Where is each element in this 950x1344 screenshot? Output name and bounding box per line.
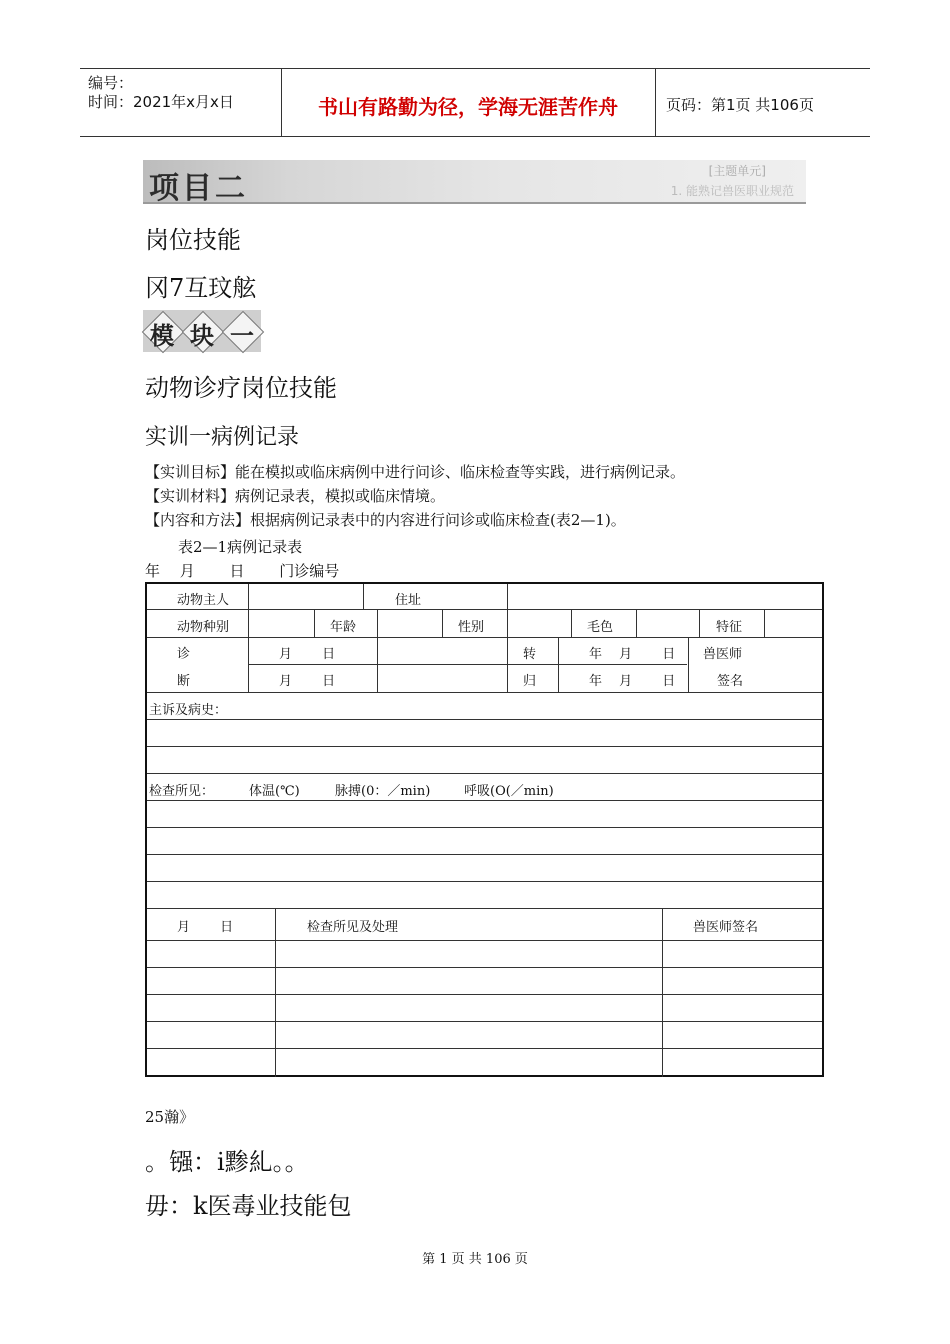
diagnosis-date: 月 日 [279,674,336,689]
paragraph-materials: 【实训材料】病例记录表，模拟或临床情境。 [145,487,446,505]
table-rule [248,664,687,665]
label-features: 特征 [716,620,743,635]
paragraph-method: 【内容和方法】根据病例记录表中的内容进行问诊或临床检查(表2—1)。 [145,511,626,529]
table-rule [571,609,572,637]
label-exam-findings: 检查所见： [149,784,215,799]
table-rule [442,609,443,637]
table-rule [662,908,663,1077]
log-header-date: 月 日 [177,920,234,935]
banner-subtitle: 1. 能熟记兽医职业规范 [670,184,794,198]
header-page-info: 页码：第1页 共106页 [666,96,814,114]
label-complaint-history: 主诉及病史： [149,703,228,718]
project-banner-image [143,160,806,204]
tail-line-2: 。镪：i黪糺。。 [145,1148,309,1176]
table-rule [147,692,822,693]
table-rule [558,637,559,692]
table-rule [147,1021,822,1022]
tail-line-3: 毋：k医毒业技能包 [145,1192,352,1220]
transfer-date: 年 月 日 [589,647,676,662]
label-age: 年龄 [330,620,357,635]
module-char: 块 [190,322,214,350]
label-pulse: 脉搏(0：／min) [335,784,431,799]
table-rule [377,637,378,692]
label-address: 住址 [395,593,422,608]
table-rule [147,994,822,995]
project-title: 项目二 [149,171,248,206]
label-diagnosis-bottom: 断 [177,674,191,689]
table-rule [275,908,276,1077]
table-rule [147,827,822,828]
page-footer: 第 1 页 共 106 页 [422,1252,528,1267]
table-rule [377,609,378,637]
log-header-exam: 检查所见及处理 [307,920,399,935]
table-rule [314,609,315,637]
table-date-line: 年 月 日 门诊编号 [145,562,340,580]
label-respiration: 呼吸(O(／min) [464,784,554,799]
table-rule [147,1048,822,1049]
log-header-signature: 兽医师签名 [693,920,759,935]
page-header [80,68,870,137]
label-vet-top: 兽医师 [703,647,743,662]
table-rule [147,881,822,882]
label-species: 动物种别 [177,620,230,635]
table-rule [147,908,822,909]
label-diagnosis-top: 诊 [177,647,191,662]
module-char: 一 [230,322,254,350]
paragraph-goal: 【实训目标】能在模拟或临床病例中进行问诊、临床检查等实践，进行病例记录。 [145,463,686,481]
table-rule [147,746,822,747]
label-transfer-top: 转 [523,647,537,662]
table-rule [147,773,822,774]
header-motto: 书山有路勤为径，学海无涯苦作舟 [318,95,618,119]
table-rule [507,609,508,637]
document-time-label: 时间：2021年x月x日 [88,93,234,111]
label-sex: 性别 [458,620,485,635]
module-heading: 动物诊疗岗位技能 [145,374,337,402]
table-rule [507,637,508,692]
label-animal-owner: 动物主人 [177,593,230,608]
document-number-label: 编号： [88,74,134,92]
table-rule [147,719,822,720]
transfer-date: 年 月 日 [589,674,676,689]
label-vet-bottom: 签名 [717,674,744,689]
label-temperature: 体温(℃) [249,784,300,799]
heading-job-skills: 岗位技能 [145,226,241,254]
table-rule [248,584,249,609]
label-transfer-bottom: 归 [523,674,537,689]
table-rule [636,609,637,637]
table-rule [147,940,822,941]
table-rule [147,967,822,968]
table-rule [147,800,822,801]
diagnosis-date: 月 日 [279,647,336,662]
table-rule [248,609,249,637]
tail-line-1: 25瀚》 [145,1108,195,1126]
table-rule [507,584,508,609]
banner-tag: [主题单元] [708,164,766,178]
table-caption: 表2—1病例记录表 [178,538,303,556]
table-rule [363,584,364,609]
case-record-table [145,582,824,1077]
label-coat-color: 毛色 [587,620,614,635]
table-rule [248,637,249,692]
table-rule [688,637,689,692]
module-badge [143,310,261,352]
table-rule [699,609,700,637]
heading-garbled: 冈7互玟舷 [145,274,257,302]
header-divider [655,69,656,136]
table-rule [764,609,765,637]
training-title: 实训一病例记录 [145,425,300,450]
table-rule [147,854,822,855]
module-char: 模 [150,322,174,350]
